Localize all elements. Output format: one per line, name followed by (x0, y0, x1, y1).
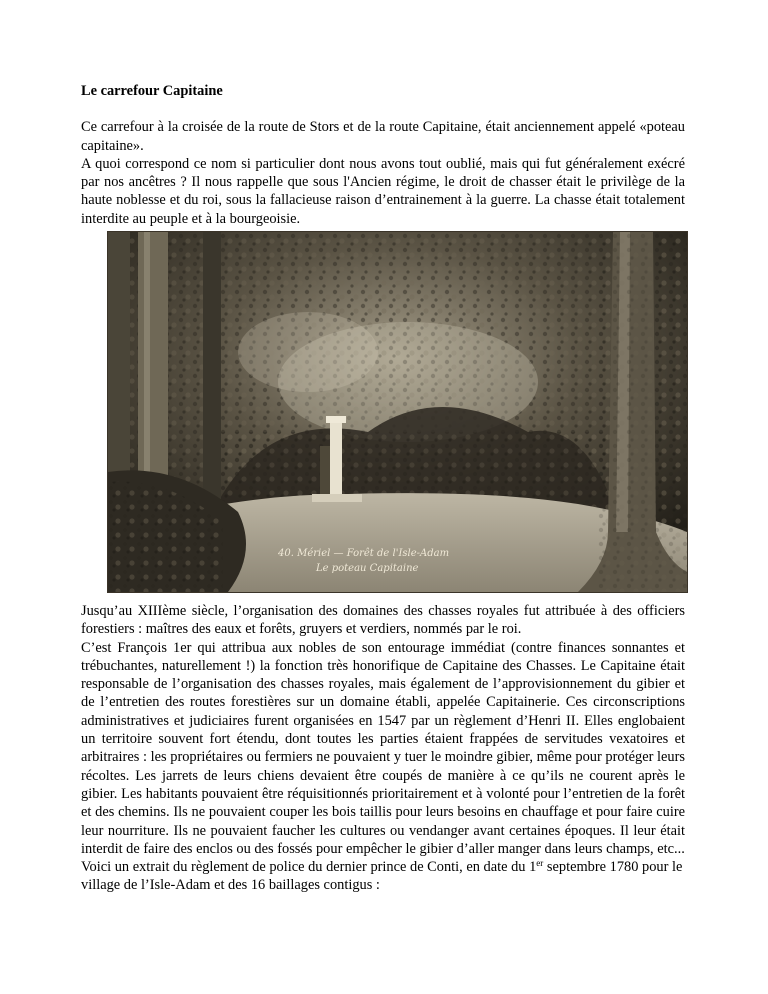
body-paragraph-1: Jusqu’au XIIIème siècle, l’organisation des domaines des chasses royales fut attribuée à des officiers forestiers : maîtres des eaux et forêts, gruyers et verdiers, nommés par le roi. (81, 603, 685, 638)
body-paragraph-3-text: Voici un extrait du règlement de police du dernier prince de Conti, en date du 1 (81, 859, 537, 876)
postcard-photo (107, 231, 688, 593)
forest-clearing-image (108, 232, 687, 592)
document-page (81, 82, 685, 228)
document-body (81, 602, 685, 895)
intro-paragraph-2: A quoi correspond ce nom si particulier dont nous avons tout oublié, mais qui fut généralement exécré par nos ancêtres ? Il nous rappelle que sous l'Ancien régime, le droit de chasser était le privilège de la haute noblesse et du roi, sous la fallacieuse raison d’entrainement à la guerre. La chasse était totalement interdite au peuple et à la bourgeoisie. (81, 155, 685, 227)
photo-caption-line-2: Le poteau Capitaine (316, 563, 419, 574)
document-title: Le carrefour Capitaine (81, 83, 223, 99)
body-paragraph-3-text-end: septembre 1780 pour le village de l’Isle-Adam et des 16 baillages contigus : (81, 859, 683, 894)
ordinal-superscript: er (536, 858, 544, 869)
body-paragraph-2: C’est François 1er qui attribua aux nobles de son entourage immédiat (contre finances sonnantes et trébuchantes, naturellement !) la fonction très honorifique de Capitaine des Chasses. Le Capitaine était responsable de l’organisation des chasses royales, mais également de l’approvisionnement du gibier et de l’entretien des routes forestières sur un domaine établi, appelée Capitainerie. Ces circonscriptions administratives et judiciaires furent organisées en 1547 par un règlement d’Henri II. Elles englobaient un territoire souvent fort étendu, dont toutes les parties étaient frappées de servitudes vexatoires et arbitraires : les propriétaires ou fermiers ne pouvaient y tuer le moindre gibier, même pour protéger leurs récoltes. Les jarrets de leurs chiens devaient être coupés de manière à ce qu’ils ne courent après le gibier. Les habitants pouvaient être réquisitionnés prioritairement et à volonté pour l’entretien de la forêt et des chemins. Ils ne pouvaient couper les bois taillis pour leurs besoins en chauffage et pour faire cuire leur nourriture. Ils ne pouvaient faucher les cultures ou vendanger avant certaines époques. Il leur était interdit de faire des enclos ou des fossés pour empêcher le gibier d’aller manger dans leurs champs, etc... (81, 639, 685, 857)
body-paragraph-3 (81, 858, 685, 895)
intro-paragraph-1: Ce carrefour à la croisée de la route de Stors et de la route Capitaine, était anciennement appelé «poteau capitaine». (81, 119, 685, 154)
photo-caption-line-1: 40. Mériel — Forêt de l'Isle-Adam (278, 548, 450, 559)
